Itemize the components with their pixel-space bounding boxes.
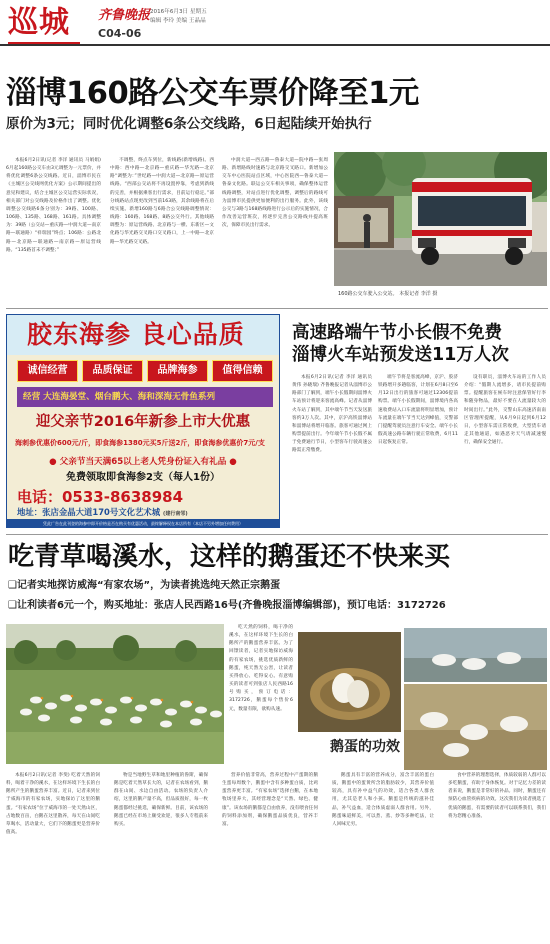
date-line: 2016年6月3日 星期五 [150,9,207,15]
story3-bullet-1: ❑记者实地探访威海“有家农场”，为读者挑选纯天然正宗鹅蛋 [8,580,281,591]
ad-phone: 电话：0533-8638984 [17,488,184,506]
story2-headline-2: 淄博火车站预发送11万人次 [292,345,509,365]
masthead-rule [0,44,550,46]
story2-headline-1: 高速路端午节小长假不免费 [292,323,502,343]
ad-title: 胶东海参 良心品质 [27,320,245,349]
story1-column-3: 中润大道—西五路—鲁泰大道—院中路—张周路、新增路线时速路与北京路交叉路口。新增加公交车中心医院站点区域，中心医院西—鲁泰大道—鲁泰文化路。联运公交车相关事项，确保整体运营线路调整，对站点进行优化调整，调整后的路线可为淄博市民提供更加便利的出行服务。此外，该线公交与3路与168路线路进行公示后的实施情况，合作改善运营班次，将逐步完善公交路线并提高班次，保障市民出行需求。 [222,158,328,229]
goose-egg-photo-3 [404,684,547,770]
bus-photo [334,152,547,286]
egg-benefits-label: 鹅蛋的功效 [330,739,400,755]
goose-field-photo [6,624,224,764]
story3-column-1: 本报6月2日讯(记者 李斐) 吃着天然的饲料，喝着干净的溪水，在这样环境下生长的白鹅所产生的鹅蛋营养丰富。近日，记者来到位于威海市的有家农场，实地探访了这里的鹅蛋。“有家农场”位于威海市的一处天然山区，占地数百亩，白鹅在这里散养，每天在山间吃草喝水，活动量大，它们下的鹅蛋更是营养价值高。 [6,773,100,836]
ad-tags [17,360,273,382]
ad-offer-2: 免费领取即食海参2支（每人1份） [66,472,220,483]
story3-column-4: 鹅蛋具有丰富的营养成分，富含丰富的蛋白质，鹅蛋中的蛋黄所含的脂肪较少，其营养价值较高，具有补中益气的功效，适合各类人群食用，尤其是老人和小孩。鹅蛋是传统的滋补佳品，补气益血，适合体质虚弱人群食用。另外，鹅蛋味道鲜美，可以煮、蒸、炒等多种吃法，让人回味无穷。 [332,773,434,827]
story3-headline: 吃青草喝溪水，这样的鹅蛋还不快来买 [8,542,451,572]
ad-tag: 诚信经营 [17,360,78,382]
masthead [0,0,550,44]
story1-column-2: 不调整，终点车到位，新线路(新增线路)。西中路：西中路—北京路—重庆路—华光路—北京路“调整为：”世纪路—中润大道—北京路—原运营线路。“西部公交站将不再设置停靠，考虑到新线的完善，并根据乘客出行需求，目前运行稳定。”部分线路站点现更改到当前163路，其余线路将在后续实施。新增160路与6路合公交线路调整情况：线路：160路、168路、8路公交外行。其他线路调整为：原运营线路、北京路与一横、东新区—文化路与华光路交叉路口交叉路口，上一中路—北京路—华光路交叉路。 [110,158,214,245]
story2-column-2: 端午节将是客流高峰，京沪、胶济铁路增开多趟临客，计划在6月8日至6月12日出行的旅客可通过12306提前购票。端午小长假期间，淄博境内各高速收费站入口车流量将明显增加，预计车流量在端午节当天达到峰值，交警部门提醒驾驶员注意行车安全。端午小长假高速公路车辆行驶正常收费，6月11日起恢复正常。 [378,375,458,446]
ad-tag: 品质保证 [82,360,143,382]
story3-column-5: 食中营养的理想选择，体质较弱的人群可以多吃鹅蛋，有助于身体恢复。对于记忆力差的读者来说，鹅蛋是非常好的补品。同时，鹅蛋还有预防心血管疾病的功效。这次我们为读者挑选了优质的鹅蛋，有需要的读者可以联系我们，我们将为您精心准备。 [448,773,546,819]
egg-photo-3-drawing [404,684,547,770]
story2-column-3: 设有职员，淄博火车站的工作人员介绍：“假期人流增多，请市民提前购票。提醒旅客在候车时注意保管好行李和随身物品，最好不要在人流量较大的时间出行。”此外，交警山东高速济南南区管理所提醒，从6月9日起到6月12日，小型客车需正常收费，大型货车请走其他通道，如遇恶劣天气请减速慢行，确保安全通行。 [464,375,546,446]
story3-column-2: 物是当地野生草和地里种植的鲁斯，确保鹅是吃着天然草长大的，记者在农场看到，鹅群在山间、水边自由活动。农场的负责人介绍，这里的鹅产量不高，但品质很好，每一枚鹅蛋都经过挑选，确保新鲜。目前，该农场的鹅蛋已经在市场上颇受欢迎，很多人专程前来购买。 [114,773,208,827]
ad-address-text: 地址：张店金晶大道170号文化艺术城 [17,507,161,517]
divider-after-story1 [6,308,548,309]
ad-tag: 值得信赖 [212,360,273,382]
masthead-logo-block [8,6,94,42]
ad-promo: 迎父亲节2016年新参上市大优惠 [35,414,251,430]
goose-egg-photo-2 [404,628,547,682]
divider-after-story2 [6,534,548,535]
egg-photo-2-drawing [404,628,547,682]
section-title: 巡城 [8,5,70,40]
ad-banner: 经营 大连海晏堂、烟台鹏大、海和深海无骨鱼系列 [17,387,273,407]
ad-tag: 品牌海参 [147,360,208,382]
story3-column-3: 营养价值非常高，营养过程中产蛋期的鹅生蛋每周数个，鹅蛋中含有多种蛋白质，比鸡蛋营养更丰富。“有家农场”选择白鹅，在本地牧场里养大，其经营理念是“天然、绿色、健康”。该农场的鹅都是自由放养，没有喂食任何的饲料添加剂，确保鹅蛋品质优良，营养丰富。 [222,773,318,827]
ad-price-line: 海刺参优惠价600元/斤，即食海参1380元买5斤送2斤，即食海参优惠价7元/支 [15,439,265,447]
ad-address-note: (建行南邻) [163,511,188,517]
story1-headline: 淄博160路公交车票价降至1元 [6,76,419,111]
ad-offer-1: ● 父亲节当天满65以上老人凭身份证入有礼品 ● [49,457,237,467]
goose-egg-photo-1 [298,632,401,732]
story1-subhead: 原价为3元；同时优化调整6条公交线路，6日起陆续开始执行 [6,116,372,132]
paper-name: 齐鲁晚报 [98,8,151,23]
story1-photo-caption: 160路公交车驶入公交站。 本报记者 李洋 摄 [338,291,438,297]
story3-bullet-2: ❑让利读者6元一个，购买地址：张店人民西路16号(齐鲁晚报淄博编辑部)，预订电话：3172726 [8,600,446,611]
ad-footnote: 凭此广告在此刊登的海参中即开价格是否在购买有优惠活动，最终解释权在本店所有（本店不另外增加任何费用） [7,519,279,528]
page-number: C04-06 [98,27,142,40]
editor-line: 编辑 李玲 美编 王晶晶 [150,18,206,24]
ad-title-bar [7,315,279,355]
story1-column-1: 本报6月2日讯(记者 李洋 通讯员 马娟娟) 6月起160路公交车由3元调整为一元票价，并将优化调整6条公交线路。近日，淄博市民在《主城区公交线网优化方案》公示期间提出的意见和建议，结合主城区公交运营实际状况，相关部门对公交线路及价格作出了调整。优化调整公交线路6条分别为：39路、100路、106路、135路、168路、161路。具体调整为：39路（公交站—重庆路—中润大道—南京路—联通路）“祥瑞园”终点；106路：公路北路—北京路—联通路—南京路—原运营线路。“135路首末不调整；” [6,158,101,253]
goose-field-drawing [6,624,224,764]
story3-side-column: 吃天然的饲料，喝干净的溪水，在这样环境下生长的白鹅所产的鹅蛋营养丰富。为了回馈读者，记者实地探访威海的有家农场，挑选优质新鲜的鹅蛋，纯天然无公害，让读者买得放心、吃得安心。有意购买的读者可到张店人民西路16号购买，预订电话：3172726，鹅蛋每个售价6元，数量有限，欲购从速。 [229,625,293,712]
story2-column-1: 本报6月2日讯(记者 李洋 通讯员 黄伟 孙晓瑞) 齐鲁晚报记者从淄博市公路部门了解到，端午小长假期间淄博火车站预计将迎来客流高峰。记者从淄博火车站了解到，其中端午节当天发送旅客约3万人次。其中，京沪高铁淄博站和淄博站将增开临客。旅客可通过网上购票提前出行。今年端午节小长假不属于免费通行节日，小型客车行驶高速公路需正常缴费。 [292,375,372,454]
seafood-ad [6,314,280,528]
egg-photo-1-drawing [298,632,401,732]
bus-photo-drawing [334,152,547,286]
